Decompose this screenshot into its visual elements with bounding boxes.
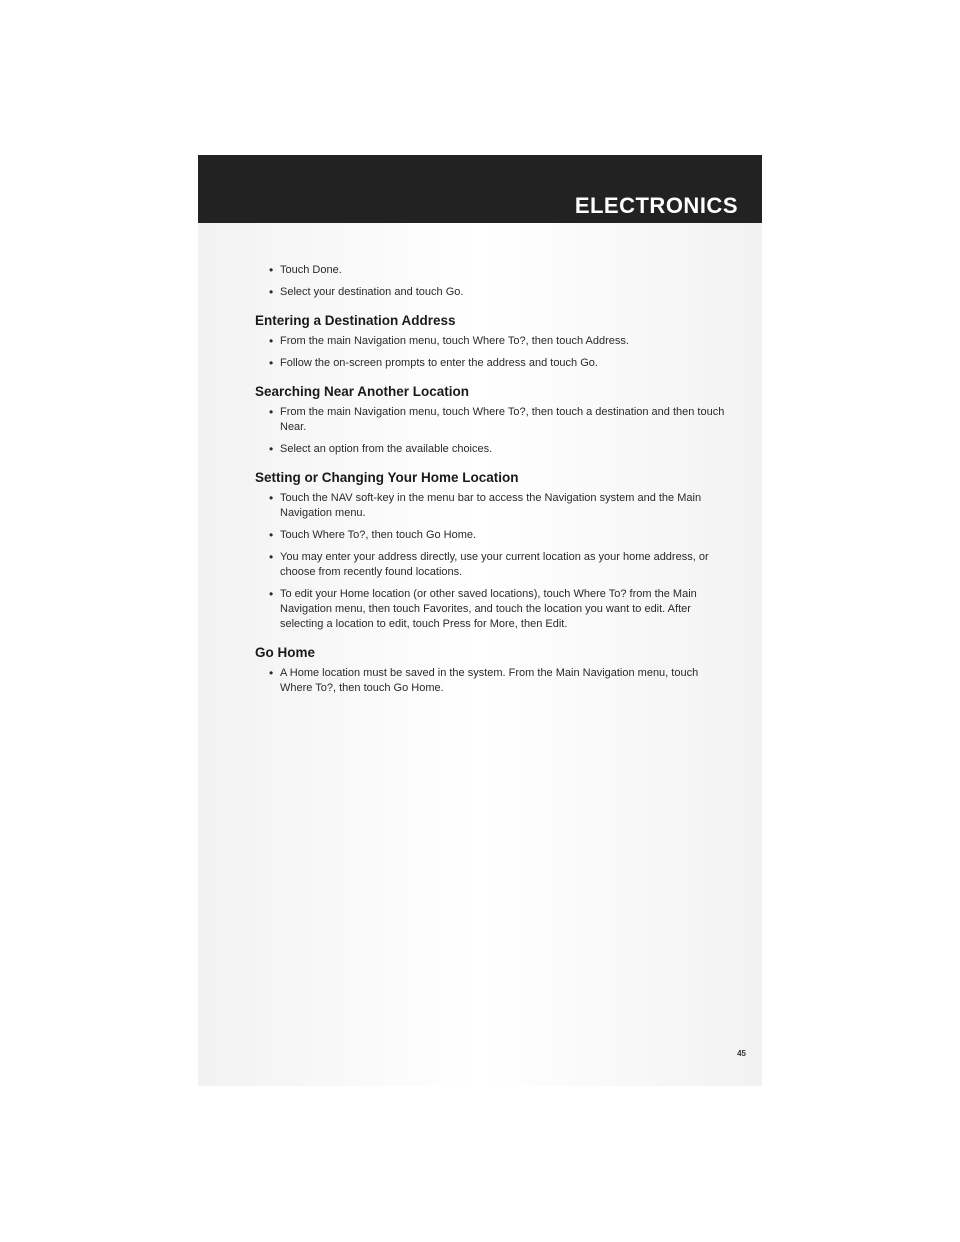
bullet-item: • You may enter your address directly, use your current location as your home address, or choose from recently found locations. [269,550,726,580]
bullet-item: • Follow the on-screen prompts to enter the address and touch Go. [269,356,726,371]
section-entering-destination-address [256,312,726,371]
intro-bullet-list [256,263,726,300]
bullet-list [256,491,726,632]
bullet-item: • From the main Navigation menu, touch Where To?, then touch Address. [269,334,726,349]
section-title: ELECTRONICS [574,193,738,218]
section-heading: Setting or Changing Your Home Location [255,470,519,485]
section-heading: Entering a Destination Address [255,313,456,328]
bullet-item: • Select your destination and touch Go. [269,285,726,300]
page-number: 45 [737,1049,746,1058]
bullet-list [256,405,726,457]
section-heading: Go Home [255,645,316,660]
bullet-item: • Touch Done. [269,263,726,278]
bullet-item: • To edit your Home location (or other saved locations), touch Where To? from the Main Navigation menu, then touch Favorites, and touch the location you want to edit. After selecting a location to edit, touch Press for More, then Edit. [269,587,726,632]
bullet-item: • Touch Where To?, then touch Go Home. [269,528,726,543]
bullet-item: • Touch the NAV soft-key in the menu bar to access the Navigation system and the Main Navigation menu. [269,491,726,521]
section-header-bar [198,155,762,223]
bullet-list [256,666,726,696]
bullet-item: • Select an option from the available choices. [269,442,726,457]
manual-page [198,155,762,1086]
section-setting-home-location [256,469,726,632]
bullet-list [256,334,726,371]
bullet-item: • From the main Navigation menu, touch Where To?, then touch a destination and then touch Near. [269,405,726,435]
section-searching-near-another-location [256,383,726,457]
section-heading: Searching Near Another Location [255,384,470,399]
section-go-home [256,644,726,696]
bullet-item: • A Home location must be saved in the system. From the Main Navigation menu, touch Where To?, then touch Go Home. [269,666,726,696]
page-content [256,263,726,703]
